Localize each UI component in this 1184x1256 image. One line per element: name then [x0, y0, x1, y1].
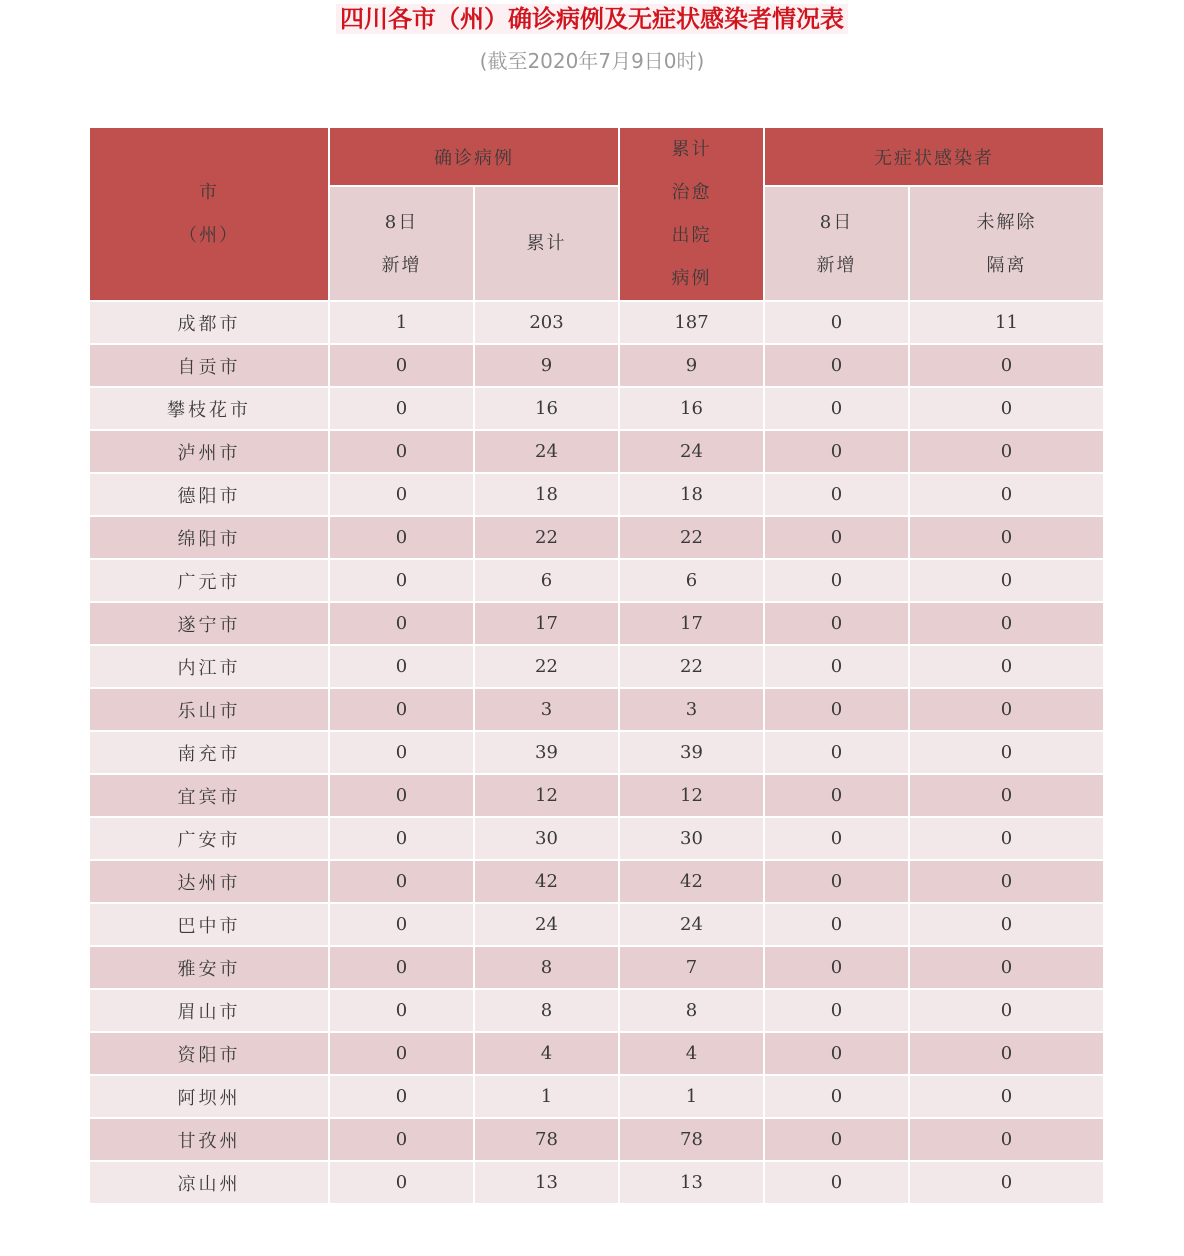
table-row [89, 301, 1104, 344]
table-row [89, 516, 1104, 559]
cell-recovered: 16 [619, 387, 764, 430]
header-asym-isolated-line1: 未解除 [976, 211, 1037, 233]
cell-confirmed-total: 24 [474, 903, 619, 946]
cell-city: 阿坝州 [89, 1075, 329, 1118]
header-asym-new-line2: 新增 [816, 254, 857, 276]
cell-confirmed-total: 1 [474, 1075, 619, 1118]
cell-confirmed-total: 24 [474, 430, 619, 473]
cell-recovered: 22 [619, 516, 764, 559]
cell-asym-new: 0 [764, 645, 909, 688]
cell-city: 德阳市 [89, 473, 329, 516]
cell-asym-new: 0 [764, 430, 909, 473]
cell-confirmed-new: 1 [329, 301, 474, 344]
cell-asym-new: 0 [764, 1118, 909, 1161]
header-confirmed-group: 确诊病例 [329, 127, 619, 186]
cell-city: 乐山市 [89, 688, 329, 731]
cell-city: 资阳市 [89, 1032, 329, 1075]
header-asym-isolated [909, 186, 1104, 301]
page-title: 四川各市（州）确诊病例及无症状感染者情况表 [336, 4, 848, 34]
cell-recovered: 42 [619, 860, 764, 903]
cell-confirmed-total: 3 [474, 688, 619, 731]
cell-recovered: 187 [619, 301, 764, 344]
cell-asym-new: 0 [764, 989, 909, 1032]
cell-recovered: 39 [619, 731, 764, 774]
cell-confirmed-new: 0 [329, 430, 474, 473]
cell-asym-new: 0 [764, 731, 909, 774]
cell-confirmed-total: 22 [474, 645, 619, 688]
table-row [89, 387, 1104, 430]
cell-recovered: 1 [619, 1075, 764, 1118]
cell-asym-isolated: 0 [909, 946, 1104, 989]
table-row [89, 473, 1104, 516]
cell-confirmed-total: 8 [474, 946, 619, 989]
cell-asym-new: 0 [764, 602, 909, 645]
cell-confirmed-total: 39 [474, 731, 619, 774]
cell-asym-isolated: 0 [909, 989, 1104, 1032]
cell-recovered: 22 [619, 645, 764, 688]
cell-confirmed-new: 0 [329, 516, 474, 559]
cell-city: 雅安市 [89, 946, 329, 989]
cell-city: 泸州市 [89, 430, 329, 473]
cell-city: 绵阳市 [89, 516, 329, 559]
cell-city: 攀枝花市 [89, 387, 329, 430]
cell-confirmed-new: 0 [329, 559, 474, 602]
header-asym-new [764, 186, 909, 301]
cell-recovered: 7 [619, 946, 764, 989]
cell-asym-isolated: 0 [909, 688, 1104, 731]
table-row [89, 559, 1104, 602]
page-subtitle: (截至2020年7月9日0时) [479, 49, 705, 73]
cell-confirmed-total: 17 [474, 602, 619, 645]
cell-asym-new: 0 [764, 387, 909, 430]
cell-confirmed-new: 0 [329, 946, 474, 989]
cell-asym-isolated: 0 [909, 645, 1104, 688]
cell-asym-isolated: 0 [909, 731, 1104, 774]
table-row [89, 989, 1104, 1032]
cell-confirmed-total: 4 [474, 1032, 619, 1075]
cell-confirmed-total: 42 [474, 860, 619, 903]
header-city-line2: （州） [179, 225, 239, 246]
cell-asym-new: 0 [764, 516, 909, 559]
table-row [89, 430, 1104, 473]
cell-asym-isolated: 11 [909, 301, 1104, 344]
header-recovered [619, 127, 764, 301]
cell-asym-isolated: 0 [909, 1161, 1104, 1204]
cell-asym-new: 0 [764, 774, 909, 817]
cell-recovered: 30 [619, 817, 764, 860]
cell-confirmed-total: 16 [474, 387, 619, 430]
header-recovered-line4: 病例 [671, 268, 712, 289]
cell-city: 凉山州 [89, 1161, 329, 1204]
cell-asym-new: 0 [764, 817, 909, 860]
table-row [89, 344, 1104, 387]
cell-confirmed-new: 0 [329, 817, 474, 860]
cell-city: 南充市 [89, 731, 329, 774]
header-recovered-line1: 累计 [671, 139, 712, 160]
cell-city: 甘孜州 [89, 1118, 329, 1161]
cell-confirmed-new: 0 [329, 602, 474, 645]
cell-recovered: 6 [619, 559, 764, 602]
cell-confirmed-new: 0 [329, 473, 474, 516]
cell-confirmed-total: 78 [474, 1118, 619, 1161]
cell-city: 自贡市 [89, 344, 329, 387]
cell-confirmed-total: 6 [474, 559, 619, 602]
cell-recovered: 24 [619, 903, 764, 946]
cell-confirmed-new: 0 [329, 774, 474, 817]
header-confirmed-total: 累计 [474, 186, 619, 301]
cell-asym-isolated: 0 [909, 602, 1104, 645]
cell-recovered: 3 [619, 688, 764, 731]
cell-asym-isolated: 0 [909, 1118, 1104, 1161]
cell-recovered: 13 [619, 1161, 764, 1204]
cell-asym-isolated: 0 [909, 430, 1104, 473]
header-recovered-line2: 治愈 [671, 182, 712, 203]
table-body [89, 301, 1104, 1204]
table-header [89, 127, 1104, 301]
cell-recovered: 4 [619, 1032, 764, 1075]
cell-asym-new: 0 [764, 860, 909, 903]
cell-asym-new: 0 [764, 1032, 909, 1075]
cell-asym-isolated: 0 [909, 516, 1104, 559]
cell-confirmed-total: 13 [474, 1161, 619, 1204]
cell-confirmed-total: 8 [474, 989, 619, 1032]
cell-city: 巴中市 [89, 903, 329, 946]
cell-recovered: 8 [619, 989, 764, 1032]
cell-city: 内江市 [89, 645, 329, 688]
cell-asym-new: 0 [764, 688, 909, 731]
cell-city: 广元市 [89, 559, 329, 602]
cell-asym-new: 0 [764, 1161, 909, 1204]
header-asymptomatic-group: 无症状感染者 [764, 127, 1104, 186]
cell-recovered: 18 [619, 473, 764, 516]
cell-asym-isolated: 0 [909, 387, 1104, 430]
cell-recovered: 17 [619, 602, 764, 645]
cell-asym-isolated: 0 [909, 903, 1104, 946]
cell-asym-isolated: 0 [909, 860, 1104, 903]
cell-city: 广安市 [89, 817, 329, 860]
cell-confirmed-total: 12 [474, 774, 619, 817]
cell-confirmed-new: 0 [329, 731, 474, 774]
cell-asym-new: 0 [764, 1075, 909, 1118]
cell-asym-new: 0 [764, 344, 909, 387]
title-container [0, 0, 1184, 34]
cell-confirmed-total: 18 [474, 473, 619, 516]
cell-asym-new: 0 [764, 473, 909, 516]
table-row [89, 860, 1104, 903]
cell-asym-isolated: 0 [909, 1032, 1104, 1075]
header-confirmed-new-line1: 8日 [384, 211, 419, 233]
table-row [89, 774, 1104, 817]
cell-asym-isolated: 0 [909, 774, 1104, 817]
cell-confirmed-new: 0 [329, 344, 474, 387]
cell-confirmed-new: 0 [329, 860, 474, 903]
cell-recovered: 9 [619, 344, 764, 387]
table-row [89, 602, 1104, 645]
cell-asym-isolated: 0 [909, 344, 1104, 387]
cell-recovered: 24 [619, 430, 764, 473]
cell-asym-new: 0 [764, 559, 909, 602]
cell-asym-new: 0 [764, 903, 909, 946]
cell-confirmed-new: 0 [329, 1032, 474, 1075]
header-asym-new-line1: 8日 [819, 211, 854, 233]
cell-confirmed-new: 0 [329, 387, 474, 430]
header-city [89, 127, 329, 301]
cell-confirmed-new: 0 [329, 989, 474, 1032]
table-row [89, 645, 1104, 688]
cell-confirmed-total: 22 [474, 516, 619, 559]
cell-asym-isolated: 0 [909, 559, 1104, 602]
cell-confirmed-total: 203 [474, 301, 619, 344]
table-row [89, 817, 1104, 860]
table-row [89, 731, 1104, 774]
cell-confirmed-new: 0 [329, 688, 474, 731]
table-row [89, 1032, 1104, 1075]
cell-confirmed-total: 9 [474, 344, 619, 387]
header-confirmed-new [329, 186, 474, 301]
cell-asym-isolated: 0 [909, 473, 1104, 516]
cell-asym-isolated: 0 [909, 817, 1104, 860]
table-row [89, 1161, 1104, 1204]
header-city-line1: 市 [199, 182, 219, 203]
cell-confirmed-total: 30 [474, 817, 619, 860]
table-row [89, 1075, 1104, 1118]
cell-confirmed-new: 0 [329, 645, 474, 688]
cell-confirmed-new: 0 [329, 1075, 474, 1118]
cell-city: 眉山市 [89, 989, 329, 1032]
header-confirmed-new-line2: 新增 [381, 254, 422, 276]
cell-confirmed-new: 0 [329, 1161, 474, 1204]
table-row [89, 1118, 1104, 1161]
cell-confirmed-new: 0 [329, 903, 474, 946]
cell-asym-new: 0 [764, 301, 909, 344]
cell-asym-new: 0 [764, 946, 909, 989]
cell-city: 遂宁市 [89, 602, 329, 645]
table-row [89, 688, 1104, 731]
table-row [89, 903, 1104, 946]
cell-city: 宜宾市 [89, 774, 329, 817]
cell-city: 成都市 [89, 301, 329, 344]
cell-asym-isolated: 0 [909, 1075, 1104, 1118]
cell-city: 达州市 [89, 860, 329, 903]
cases-table [88, 126, 1105, 1205]
cell-recovered: 78 [619, 1118, 764, 1161]
header-recovered-line3: 出院 [671, 225, 712, 246]
table-row [89, 946, 1104, 989]
cell-confirmed-new: 0 [329, 1118, 474, 1161]
header-asym-isolated-line2: 隔离 [986, 254, 1027, 276]
cell-recovered: 12 [619, 774, 764, 817]
